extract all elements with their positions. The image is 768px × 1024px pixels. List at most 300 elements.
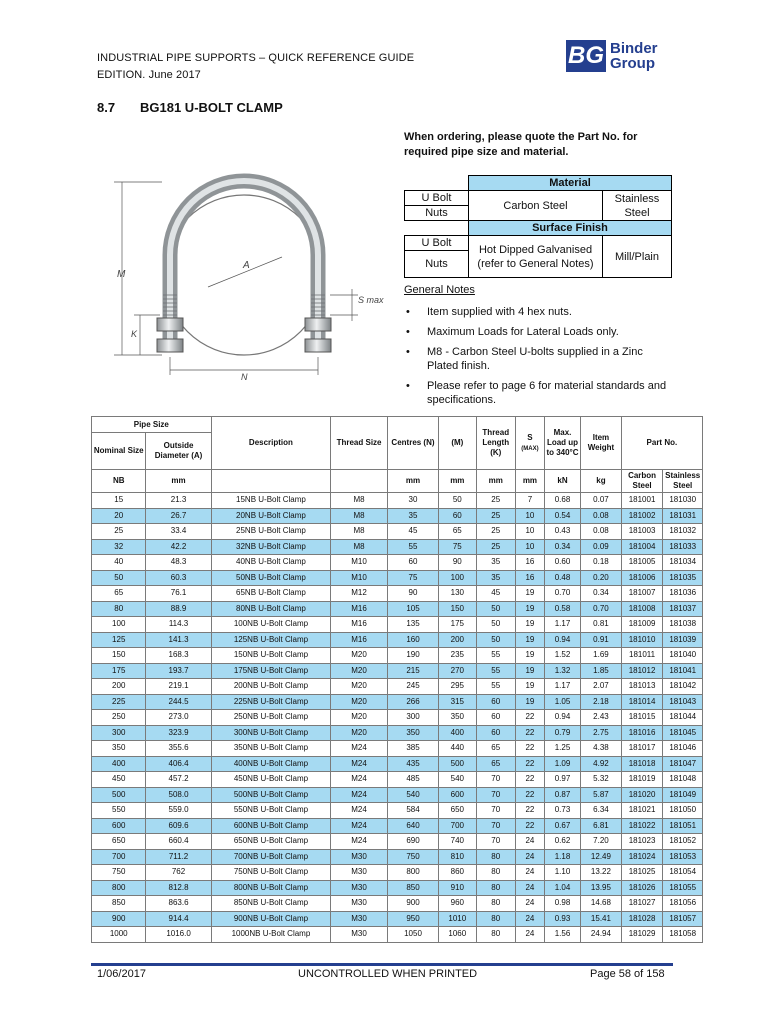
table-cell: 0.70 xyxy=(544,586,580,602)
header-title: INDUSTRIAL PIPE SUPPORTS – QUICK REFERENCE GUIDE xyxy=(97,52,415,64)
table-row xyxy=(92,539,703,555)
table-cell: 181006 xyxy=(621,570,663,586)
table-cell: 25 xyxy=(476,493,516,509)
table-cell: 24 xyxy=(516,927,545,943)
table-cell: M30 xyxy=(331,927,388,943)
table-cell: 0.07 xyxy=(581,493,622,509)
table-cell: 24 xyxy=(516,911,545,927)
table-cell: M16 xyxy=(331,632,388,648)
table-cell: 5.32 xyxy=(581,772,622,788)
table-cell: 22 xyxy=(516,741,545,757)
table-cell: 350 xyxy=(387,725,438,741)
table-cell: 65 xyxy=(439,524,476,540)
table-cell: 33.4 xyxy=(146,524,211,540)
note-item: • M8 - Carbon Steel U-bolts supplied in a Zinc Plated finish. xyxy=(404,345,674,373)
table-cell: 235 xyxy=(439,648,476,664)
table-cell: 181038 xyxy=(663,617,703,633)
table-cell: M24 xyxy=(331,834,388,850)
table-cell: 60 xyxy=(387,555,438,571)
table-cell: 135 xyxy=(387,617,438,633)
table-row xyxy=(92,849,703,865)
table-cell: 500 xyxy=(92,787,146,803)
table-row xyxy=(92,772,703,788)
table-cell: 24 xyxy=(516,880,545,896)
logo-word-binder: Binder xyxy=(610,40,658,57)
table-cell: M30 xyxy=(331,849,388,865)
table-cell: 22 xyxy=(516,818,545,834)
table-cell: 850 xyxy=(92,896,146,912)
table-cell: 400 xyxy=(92,756,146,772)
table-cell: 10 xyxy=(516,508,545,524)
table-cell: 1.17 xyxy=(544,617,580,633)
table-cell: 75 xyxy=(439,539,476,555)
table-row xyxy=(92,648,703,664)
table-cell: 1.18 xyxy=(544,849,580,865)
table-cell: 219.1 xyxy=(146,679,211,695)
table-cell: 40 xyxy=(92,555,146,571)
table-cell: 65NB U-Bolt Clamp xyxy=(211,586,331,602)
table-cell: 600 xyxy=(439,787,476,803)
table-cell: 740 xyxy=(439,834,476,850)
table-cell: 181025 xyxy=(621,865,663,881)
material-stainless-steel: Stainless Steel xyxy=(603,191,672,221)
table-cell: 181036 xyxy=(663,586,703,602)
table-cell: 2.43 xyxy=(581,710,622,726)
table-cell: 550 xyxy=(92,803,146,819)
table-cell: 0.09 xyxy=(581,539,622,555)
table-cell: 914.4 xyxy=(146,911,211,927)
material-nuts: Nuts xyxy=(405,206,469,221)
table-row xyxy=(92,508,703,524)
table-cell: 181004 xyxy=(621,539,663,555)
table-cell: M20 xyxy=(331,648,388,664)
table-cell: 1.17 xyxy=(544,679,580,695)
header-max-load: Max. Load up to 340°C xyxy=(544,417,580,470)
table-row xyxy=(92,896,703,912)
table-cell: 21.3 xyxy=(146,493,211,509)
table-row xyxy=(92,710,703,726)
table-row xyxy=(92,803,703,819)
table-cell: 12.49 xyxy=(581,849,622,865)
table-cell: 16 xyxy=(516,570,545,586)
table-cell: 0.62 xyxy=(544,834,580,850)
data-table-body xyxy=(92,493,703,943)
table-cell: 181054 xyxy=(663,865,703,881)
label-k: K xyxy=(131,329,138,339)
table-cell: 181001 xyxy=(621,493,663,509)
table-cell: 812.8 xyxy=(146,880,211,896)
table-cell: 19 xyxy=(516,617,545,633)
table-cell: 0.73 xyxy=(544,803,580,819)
table-row xyxy=(92,632,703,648)
table-cell: 6.34 xyxy=(581,803,622,819)
table-cell: 10 xyxy=(516,524,545,540)
table-row xyxy=(92,756,703,772)
table-cell: 181057 xyxy=(663,911,703,927)
table-cell: 0.87 xyxy=(544,787,580,803)
table-cell: 100 xyxy=(92,617,146,633)
table-row xyxy=(92,493,703,509)
table-cell: 0.81 xyxy=(581,617,622,633)
table-cell: 400NB U-Bolt Clamp xyxy=(211,756,331,772)
table-cell: 1.10 xyxy=(544,865,580,881)
table-cell: 10 xyxy=(516,539,545,555)
table-cell: 800 xyxy=(92,880,146,896)
material-header: Material xyxy=(469,176,672,191)
table-cell: 181003 xyxy=(621,524,663,540)
table-cell: 181032 xyxy=(663,524,703,540)
table-cell: 15.41 xyxy=(581,911,622,927)
table-cell: 0.34 xyxy=(544,539,580,555)
table-cell: 273.0 xyxy=(146,710,211,726)
table-row xyxy=(92,555,703,571)
table-cell: M30 xyxy=(331,880,388,896)
table-cell: 80 xyxy=(92,601,146,617)
table-cell: 300 xyxy=(387,710,438,726)
table-cell: 1050 xyxy=(387,927,438,943)
label-n: N xyxy=(241,372,248,382)
table-cell: 5.87 xyxy=(581,787,622,803)
table-cell: 181028 xyxy=(621,911,663,927)
table-cell: 762 xyxy=(146,865,211,881)
binder-group-logo xyxy=(566,38,670,74)
table-cell: 90 xyxy=(387,586,438,602)
table-cell: 181012 xyxy=(621,663,663,679)
table-cell: 25 xyxy=(476,508,516,524)
table-cell: 850 xyxy=(387,880,438,896)
table-cell: 0.67 xyxy=(544,818,580,834)
table-cell: 80 xyxy=(476,911,516,927)
table-cell: 435 xyxy=(387,756,438,772)
table-cell: 500NB U-Bolt Clamp xyxy=(211,787,331,803)
table-cell: 181009 xyxy=(621,617,663,633)
general-notes-list xyxy=(404,305,674,413)
table-cell: 40NB U-Bolt Clamp xyxy=(211,555,331,571)
table-row xyxy=(92,725,703,741)
table-cell: 32NB U-Bolt Clamp xyxy=(211,539,331,555)
table-cell: 55 xyxy=(476,679,516,695)
table-row xyxy=(92,787,703,803)
table-cell: 150 xyxy=(439,601,476,617)
table-cell: 45 xyxy=(387,524,438,540)
table-cell: M24 xyxy=(331,756,388,772)
table-cell: 700 xyxy=(92,849,146,865)
table-cell: 55 xyxy=(476,663,516,679)
table-cell: 181020 xyxy=(621,787,663,803)
table-cell: 650NB U-Bolt Clamp xyxy=(211,834,331,850)
table-cell: 225 xyxy=(92,694,146,710)
table-row xyxy=(92,601,703,617)
table-cell: 13.22 xyxy=(581,865,622,881)
table-cell: 900 xyxy=(92,911,146,927)
table-cell: 50 xyxy=(476,632,516,648)
table-cell: 19 xyxy=(516,601,545,617)
note-item: • Item supplied with 4 hex nuts. xyxy=(404,305,674,319)
table-cell: 19 xyxy=(516,694,545,710)
table-cell: 4.92 xyxy=(581,756,622,772)
table-cell: M8 xyxy=(331,539,388,555)
table-cell: 0.43 xyxy=(544,524,580,540)
header-outside-diameter: Outside Diameter (A) xyxy=(146,433,211,470)
table-cell: 1000 xyxy=(92,927,146,943)
table-cell: M8 xyxy=(331,524,388,540)
unit-weight: kg xyxy=(581,470,622,493)
table-cell: 181040 xyxy=(663,648,703,664)
table-cell: 181033 xyxy=(663,539,703,555)
hex-nut xyxy=(157,339,183,352)
finish-nuts: Nuts xyxy=(405,251,469,278)
table-cell: 100NB U-Bolt Clamp xyxy=(211,617,331,633)
table-cell: 80 xyxy=(476,927,516,943)
table-cell: 19 xyxy=(516,632,545,648)
table-cell: 700 xyxy=(439,818,476,834)
table-cell: 690 xyxy=(387,834,438,850)
table-cell: 181035 xyxy=(663,570,703,586)
table-cell: 65 xyxy=(92,586,146,602)
table-cell: 181056 xyxy=(663,896,703,912)
header-s: S (MAX) xyxy=(516,417,545,470)
table-row xyxy=(92,694,703,710)
table-cell: 181008 xyxy=(621,601,663,617)
table-cell: 300 xyxy=(92,725,146,741)
table-cell: M20 xyxy=(331,694,388,710)
table-cell: 175 xyxy=(439,617,476,633)
table-cell: 355.6 xyxy=(146,741,211,757)
table-cell: 181017 xyxy=(621,741,663,757)
table-cell: 181044 xyxy=(663,710,703,726)
table-cell: 181048 xyxy=(663,772,703,788)
footer-page-number: Page 58 of 158 xyxy=(590,968,665,980)
u-bolt-drawing xyxy=(100,165,390,390)
table-cell: 175NB U-Bolt Clamp xyxy=(211,663,331,679)
table-cell: 55 xyxy=(476,648,516,664)
table-cell: M24 xyxy=(331,787,388,803)
table-cell: 181019 xyxy=(621,772,663,788)
table-cell: 540 xyxy=(387,787,438,803)
table-cell: 30 xyxy=(387,493,438,509)
table-cell: 35 xyxy=(476,555,516,571)
table-cell: 550NB U-Bolt Clamp xyxy=(211,803,331,819)
table-cell: 181029 xyxy=(621,927,663,943)
table-cell: 711.2 xyxy=(146,849,211,865)
table-cell: 125 xyxy=(92,632,146,648)
table-cell: 650 xyxy=(439,803,476,819)
table-cell: 114.3 xyxy=(146,617,211,633)
table-cell: 181041 xyxy=(663,663,703,679)
table-cell: 385 xyxy=(387,741,438,757)
table-cell: 24 xyxy=(516,865,545,881)
table-cell: 15NB U-Bolt Clamp xyxy=(211,493,331,509)
table-cell: 20 xyxy=(92,508,146,524)
note-item: • Please refer to page 6 for material standards and specifications. xyxy=(404,379,674,407)
table-cell: 181053 xyxy=(663,849,703,865)
unit-load: kN xyxy=(544,470,580,493)
table-row xyxy=(92,524,703,540)
table-cell: 150 xyxy=(92,648,146,664)
table-cell: M10 xyxy=(331,570,388,586)
table-cell: 19 xyxy=(516,648,545,664)
table-cell: 450 xyxy=(92,772,146,788)
table-cell: 190 xyxy=(387,648,438,664)
table-cell: 650 xyxy=(92,834,146,850)
table-cell: 48.3 xyxy=(146,555,211,571)
table-cell: 22 xyxy=(516,725,545,741)
table-cell: 0.58 xyxy=(544,601,580,617)
table-cell: M20 xyxy=(331,725,388,741)
table-cell: 181005 xyxy=(621,555,663,571)
table-cell: 181018 xyxy=(621,756,663,772)
table-cell: 45 xyxy=(476,586,516,602)
table-cell: 0.94 xyxy=(544,632,580,648)
section-title: BG181 U-BOLT CLAMP xyxy=(140,100,283,115)
table-cell: 400 xyxy=(439,725,476,741)
table-cell: 181043 xyxy=(663,694,703,710)
pipe-outline xyxy=(164,195,324,355)
table-cell: 42.2 xyxy=(146,539,211,555)
table-cell: 181023 xyxy=(621,834,663,850)
logo-mark: BG xyxy=(566,40,606,72)
table-cell: 181050 xyxy=(663,803,703,819)
table-cell: 181039 xyxy=(663,632,703,648)
table-cell: 50 xyxy=(476,601,516,617)
unit-m: mm xyxy=(439,470,476,493)
footer-rule xyxy=(91,963,673,966)
table-cell: 0.98 xyxy=(544,896,580,912)
table-cell: 26.7 xyxy=(146,508,211,524)
table-cell: M20 xyxy=(331,679,388,695)
table-cell: 181045 xyxy=(663,725,703,741)
unit-od: mm xyxy=(146,470,211,493)
table-row xyxy=(92,880,703,896)
table-cell: 181030 xyxy=(663,493,703,509)
table-cell: 485 xyxy=(387,772,438,788)
table-cell: 2.75 xyxy=(581,725,622,741)
table-cell: 25 xyxy=(476,539,516,555)
table-cell: 800NB U-Bolt Clamp xyxy=(211,880,331,896)
ordering-note: When ordering, please quote the Part No. for required pipe size and material. xyxy=(404,131,638,158)
table-cell: 750 xyxy=(387,849,438,865)
table-cell: 181014 xyxy=(621,694,663,710)
table-cell: 200 xyxy=(92,679,146,695)
header-edition: EDITION. June 2017 xyxy=(97,69,201,81)
table-cell: 960 xyxy=(439,896,476,912)
table-cell: 19 xyxy=(516,586,545,602)
table-cell: M30 xyxy=(331,865,388,881)
table-cell: 22 xyxy=(516,756,545,772)
table-cell: 4.38 xyxy=(581,741,622,757)
table-cell: 80 xyxy=(476,880,516,896)
table-cell: 1000NB U-Bolt Clamp xyxy=(211,927,331,943)
header-thread-length: Thread Length (K) xyxy=(476,417,516,470)
general-notes-title: General Notes xyxy=(404,284,475,296)
table-cell: M30 xyxy=(331,896,388,912)
table-cell: 640 xyxy=(387,818,438,834)
table-cell: 70 xyxy=(476,787,516,803)
hex-nut xyxy=(305,339,331,352)
table-cell: 168.3 xyxy=(146,648,211,664)
table-cell: 50 xyxy=(476,617,516,633)
material-carbon-steel: Carbon Steel xyxy=(469,191,603,221)
table-cell: 0.97 xyxy=(544,772,580,788)
unit-k: mm xyxy=(476,470,516,493)
table-cell: 1.85 xyxy=(581,663,622,679)
table-cell: 181031 xyxy=(663,508,703,524)
table-cell: 88.9 xyxy=(146,601,211,617)
table-cell: M16 xyxy=(331,617,388,633)
table-cell: 160 xyxy=(387,632,438,648)
table-cell: 20NB U-Bolt Clamp xyxy=(211,508,331,524)
hex-nut xyxy=(157,318,183,331)
table-cell: 250 xyxy=(92,710,146,726)
table-cell: M8 xyxy=(331,508,388,524)
table-cell: 800 xyxy=(387,865,438,881)
header-carbon-steel: Carbon Steel xyxy=(621,470,663,493)
table-cell: 245 xyxy=(387,679,438,695)
table-cell: 500 xyxy=(439,756,476,772)
table-cell: 181010 xyxy=(621,632,663,648)
table-cell: 350NB U-Bolt Clamp xyxy=(211,741,331,757)
table-row xyxy=(92,570,703,586)
header-part-no: Part No. xyxy=(621,417,702,470)
table-cell: 0.79 xyxy=(544,725,580,741)
table-cell: 0.08 xyxy=(581,508,622,524)
table-cell: 90 xyxy=(439,555,476,571)
table-cell: 0.48 xyxy=(544,570,580,586)
table-cell: 19 xyxy=(516,663,545,679)
table-cell: 300NB U-Bolt Clamp xyxy=(211,725,331,741)
table-cell: 35 xyxy=(387,508,438,524)
table-cell: 70 xyxy=(476,803,516,819)
table-cell: 35 xyxy=(476,570,516,586)
table-cell: 193.7 xyxy=(146,663,211,679)
table-cell: 0.93 xyxy=(544,911,580,927)
material-u-bolt: U Bolt xyxy=(405,191,469,206)
table-cell: 125NB U-Bolt Clamp xyxy=(211,632,331,648)
table-cell: 7 xyxy=(516,493,545,509)
table-cell: 0.18 xyxy=(581,555,622,571)
hex-nut xyxy=(305,318,331,331)
table-cell: 266 xyxy=(387,694,438,710)
table-cell: M24 xyxy=(331,741,388,757)
table-cell: 0.94 xyxy=(544,710,580,726)
table-cell: 70 xyxy=(476,834,516,850)
table-cell: 22 xyxy=(516,772,545,788)
footer-uncontrolled: UNCONTROLLED WHEN PRINTED xyxy=(298,968,478,980)
surface-finish-header: Surface Finish xyxy=(469,221,672,236)
unit-centres: mm xyxy=(387,470,438,493)
table-cell: M24 xyxy=(331,818,388,834)
table-cell: 24 xyxy=(516,896,545,912)
finish-hot-dipped: Hot Dipped Galvanised (refer to General Notes) xyxy=(469,236,603,278)
table-cell: M24 xyxy=(331,803,388,819)
header-centres: Centres (N) xyxy=(387,417,438,470)
header-nominal-size: Nominal Size xyxy=(92,433,146,470)
table-cell: 0.68 xyxy=(544,493,580,509)
u-bolt-data-table xyxy=(91,416,703,943)
table-cell: 750NB U-Bolt Clamp xyxy=(211,865,331,881)
header-stainless-steel: Stainless Steel xyxy=(663,470,703,493)
table-cell: 16 xyxy=(516,555,545,571)
table-cell: 80 xyxy=(476,849,516,865)
table-cell: 600 xyxy=(92,818,146,834)
table-cell: 181015 xyxy=(621,710,663,726)
table-cell: 0.54 xyxy=(544,508,580,524)
table-cell: 1.09 xyxy=(544,756,580,772)
table-cell: 15 xyxy=(92,493,146,509)
table-cell: 70 xyxy=(476,818,516,834)
table-cell: 810 xyxy=(439,849,476,865)
header-m: (M) xyxy=(439,417,476,470)
